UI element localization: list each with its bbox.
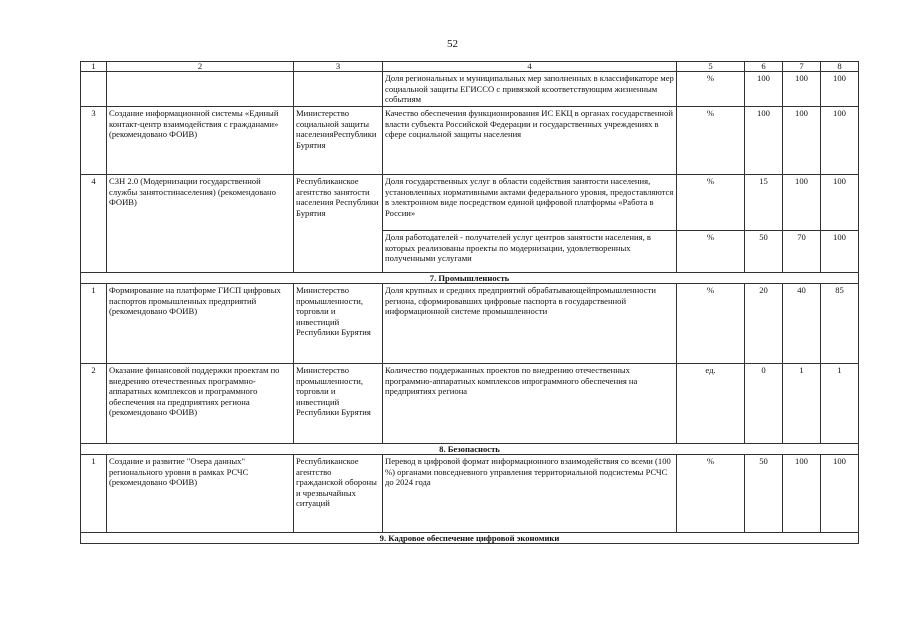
column-header: 3 bbox=[294, 62, 383, 72]
indicator-text: Доля крупных и средних предприятий обрабатывающейпромышленности региона, сформировавших цифровые паспорта в государственной информационной системе промышленности bbox=[383, 284, 677, 364]
section-title: 9. Кадровое обеспечение цифровой экономики bbox=[81, 533, 859, 544]
project-name: Создание и развитие "Озера данных" регионального уровня в рамках РСЧС (рекомендовано ФОИВ) bbox=[107, 455, 294, 533]
project-name bbox=[107, 72, 294, 107]
value-col6: 0 bbox=[745, 364, 783, 444]
column-header: 1 bbox=[81, 62, 107, 72]
unit: % bbox=[677, 455, 745, 533]
responsible-org: Республиканское агентство занятости населения Республики Бурятия bbox=[294, 175, 383, 273]
indicator-text: Качество обеспечения функционирования ИС ЕКЦ в органах государственной власти субъекта Российской Федерации и государственных учреждениях в сфере социальной защиты населения bbox=[383, 107, 677, 175]
table-row bbox=[81, 455, 859, 533]
value-col8: 1 bbox=[821, 364, 859, 444]
value-col7: 100 bbox=[783, 72, 821, 107]
value-col8: 100 bbox=[821, 107, 859, 175]
unit: ед. bbox=[677, 364, 745, 444]
indicator-text: Количество поддержанных проектов по внедрению отечественных программно-аппаратных комплексов ипрограммного обеспечения на предприятиях региона bbox=[383, 364, 677, 444]
section-heading-row bbox=[81, 273, 859, 284]
row-number: 1 bbox=[81, 455, 107, 533]
row-number bbox=[81, 72, 107, 107]
unit: % bbox=[677, 175, 745, 231]
row-number: 4 bbox=[81, 175, 107, 273]
indicators-table bbox=[80, 61, 859, 544]
indicator-text: Доля государственных услуг в области содействия занятости населения, установленных нормативными актами федерального уровня, предоставляются в электронном виде посредством единой цифровой платформы «Работа в России» bbox=[383, 175, 677, 231]
responsible-org bbox=[294, 72, 383, 107]
value-col8: 100 bbox=[821, 72, 859, 107]
column-header: 6 bbox=[745, 62, 783, 72]
value-col7: 100 bbox=[783, 107, 821, 175]
indicator-text: Перевод в цифровой формат информационного взаимодействия со всеми (100 %) органами повседневного управления территориальной подсистемы РСЧС до 2024 года bbox=[383, 455, 677, 533]
unit: % bbox=[677, 72, 745, 107]
project-name: Оказание финансовой поддержки проектам по внедрению отечественных программно-аппаратных комплексов и программного обеспечения на предприятиях региона (рекомендовано ФОИВ) bbox=[107, 364, 294, 444]
section-heading-row bbox=[81, 444, 859, 455]
value-col7: 1 bbox=[783, 364, 821, 444]
value-col8: 85 bbox=[821, 284, 859, 364]
value-col7: 70 bbox=[783, 231, 821, 273]
section-title: 7. Промышленность bbox=[81, 273, 859, 284]
value-col8: 100 bbox=[821, 175, 859, 231]
table-row bbox=[81, 364, 859, 444]
section-title: 8. Безопасность bbox=[81, 444, 859, 455]
row-number: 1 bbox=[81, 284, 107, 364]
project-name: Формирование на платформе ГИСП цифровых паспортов промышленных предприятий (рекомендовано ФОИВ) bbox=[107, 284, 294, 364]
value-col7: 40 bbox=[783, 284, 821, 364]
responsible-org: Республиканское агентство гражданской обороны и чрезвычайных ситуаций bbox=[294, 455, 383, 533]
value-col8: 100 bbox=[821, 455, 859, 533]
unit: % bbox=[677, 284, 745, 364]
page-number: 52 bbox=[447, 38, 458, 50]
column-header: 4 bbox=[383, 62, 677, 72]
responsible-org: Министерство социальной защиты населенияРеспублики Бурятия bbox=[294, 107, 383, 175]
indicator-text: Доля региональных и муниципальных мер заполненных в классификаторе мер социальной защиты ЕГИССО с привязкой ксоответствующим жизненным событиям bbox=[383, 72, 677, 107]
unit: % bbox=[677, 107, 745, 175]
column-number-row bbox=[81, 62, 859, 72]
value-col7: 100 bbox=[783, 455, 821, 533]
indicator-text: Доля работодателей - получателей услуг центров занятости населения, в которых реализованы проекты по модернизации, удовлетворенных полученными услугами bbox=[383, 231, 677, 273]
value-col6: 100 bbox=[745, 72, 783, 107]
value-col8: 100 bbox=[821, 231, 859, 273]
table-row bbox=[81, 72, 859, 107]
value-col7: 100 bbox=[783, 175, 821, 231]
row-number: 3 bbox=[81, 107, 107, 175]
unit: % bbox=[677, 231, 745, 273]
responsible-org: Министерство промышленности, торговли и инвестиций Республики Бурятия bbox=[294, 284, 383, 364]
value-col6: 50 bbox=[745, 231, 783, 273]
project-name: Создание информационной системы «Единый контакт-центр взаимодействия с гражданами» (рекомендовано ФОИВ) bbox=[107, 107, 294, 175]
table-row bbox=[81, 175, 859, 231]
column-header: 8 bbox=[821, 62, 859, 72]
column-header: 7 bbox=[783, 62, 821, 72]
table-row bbox=[81, 107, 859, 175]
row-number: 2 bbox=[81, 364, 107, 444]
column-header: 5 bbox=[677, 62, 745, 72]
column-header: 2 bbox=[107, 62, 294, 72]
project-name: СЗН 2.0 (Модернизации государственной службы занятостинаселения) (рекомендовано ФОИВ) bbox=[107, 175, 294, 273]
value-col6: 100 bbox=[745, 107, 783, 175]
value-col6: 15 bbox=[745, 175, 783, 231]
section-heading-row bbox=[81, 533, 859, 544]
table-row bbox=[81, 284, 859, 364]
value-col6: 20 bbox=[745, 284, 783, 364]
value-col6: 50 bbox=[745, 455, 783, 533]
responsible-org: Министерство промышленности, торговли и инвестиций Республики Бурятия bbox=[294, 364, 383, 444]
